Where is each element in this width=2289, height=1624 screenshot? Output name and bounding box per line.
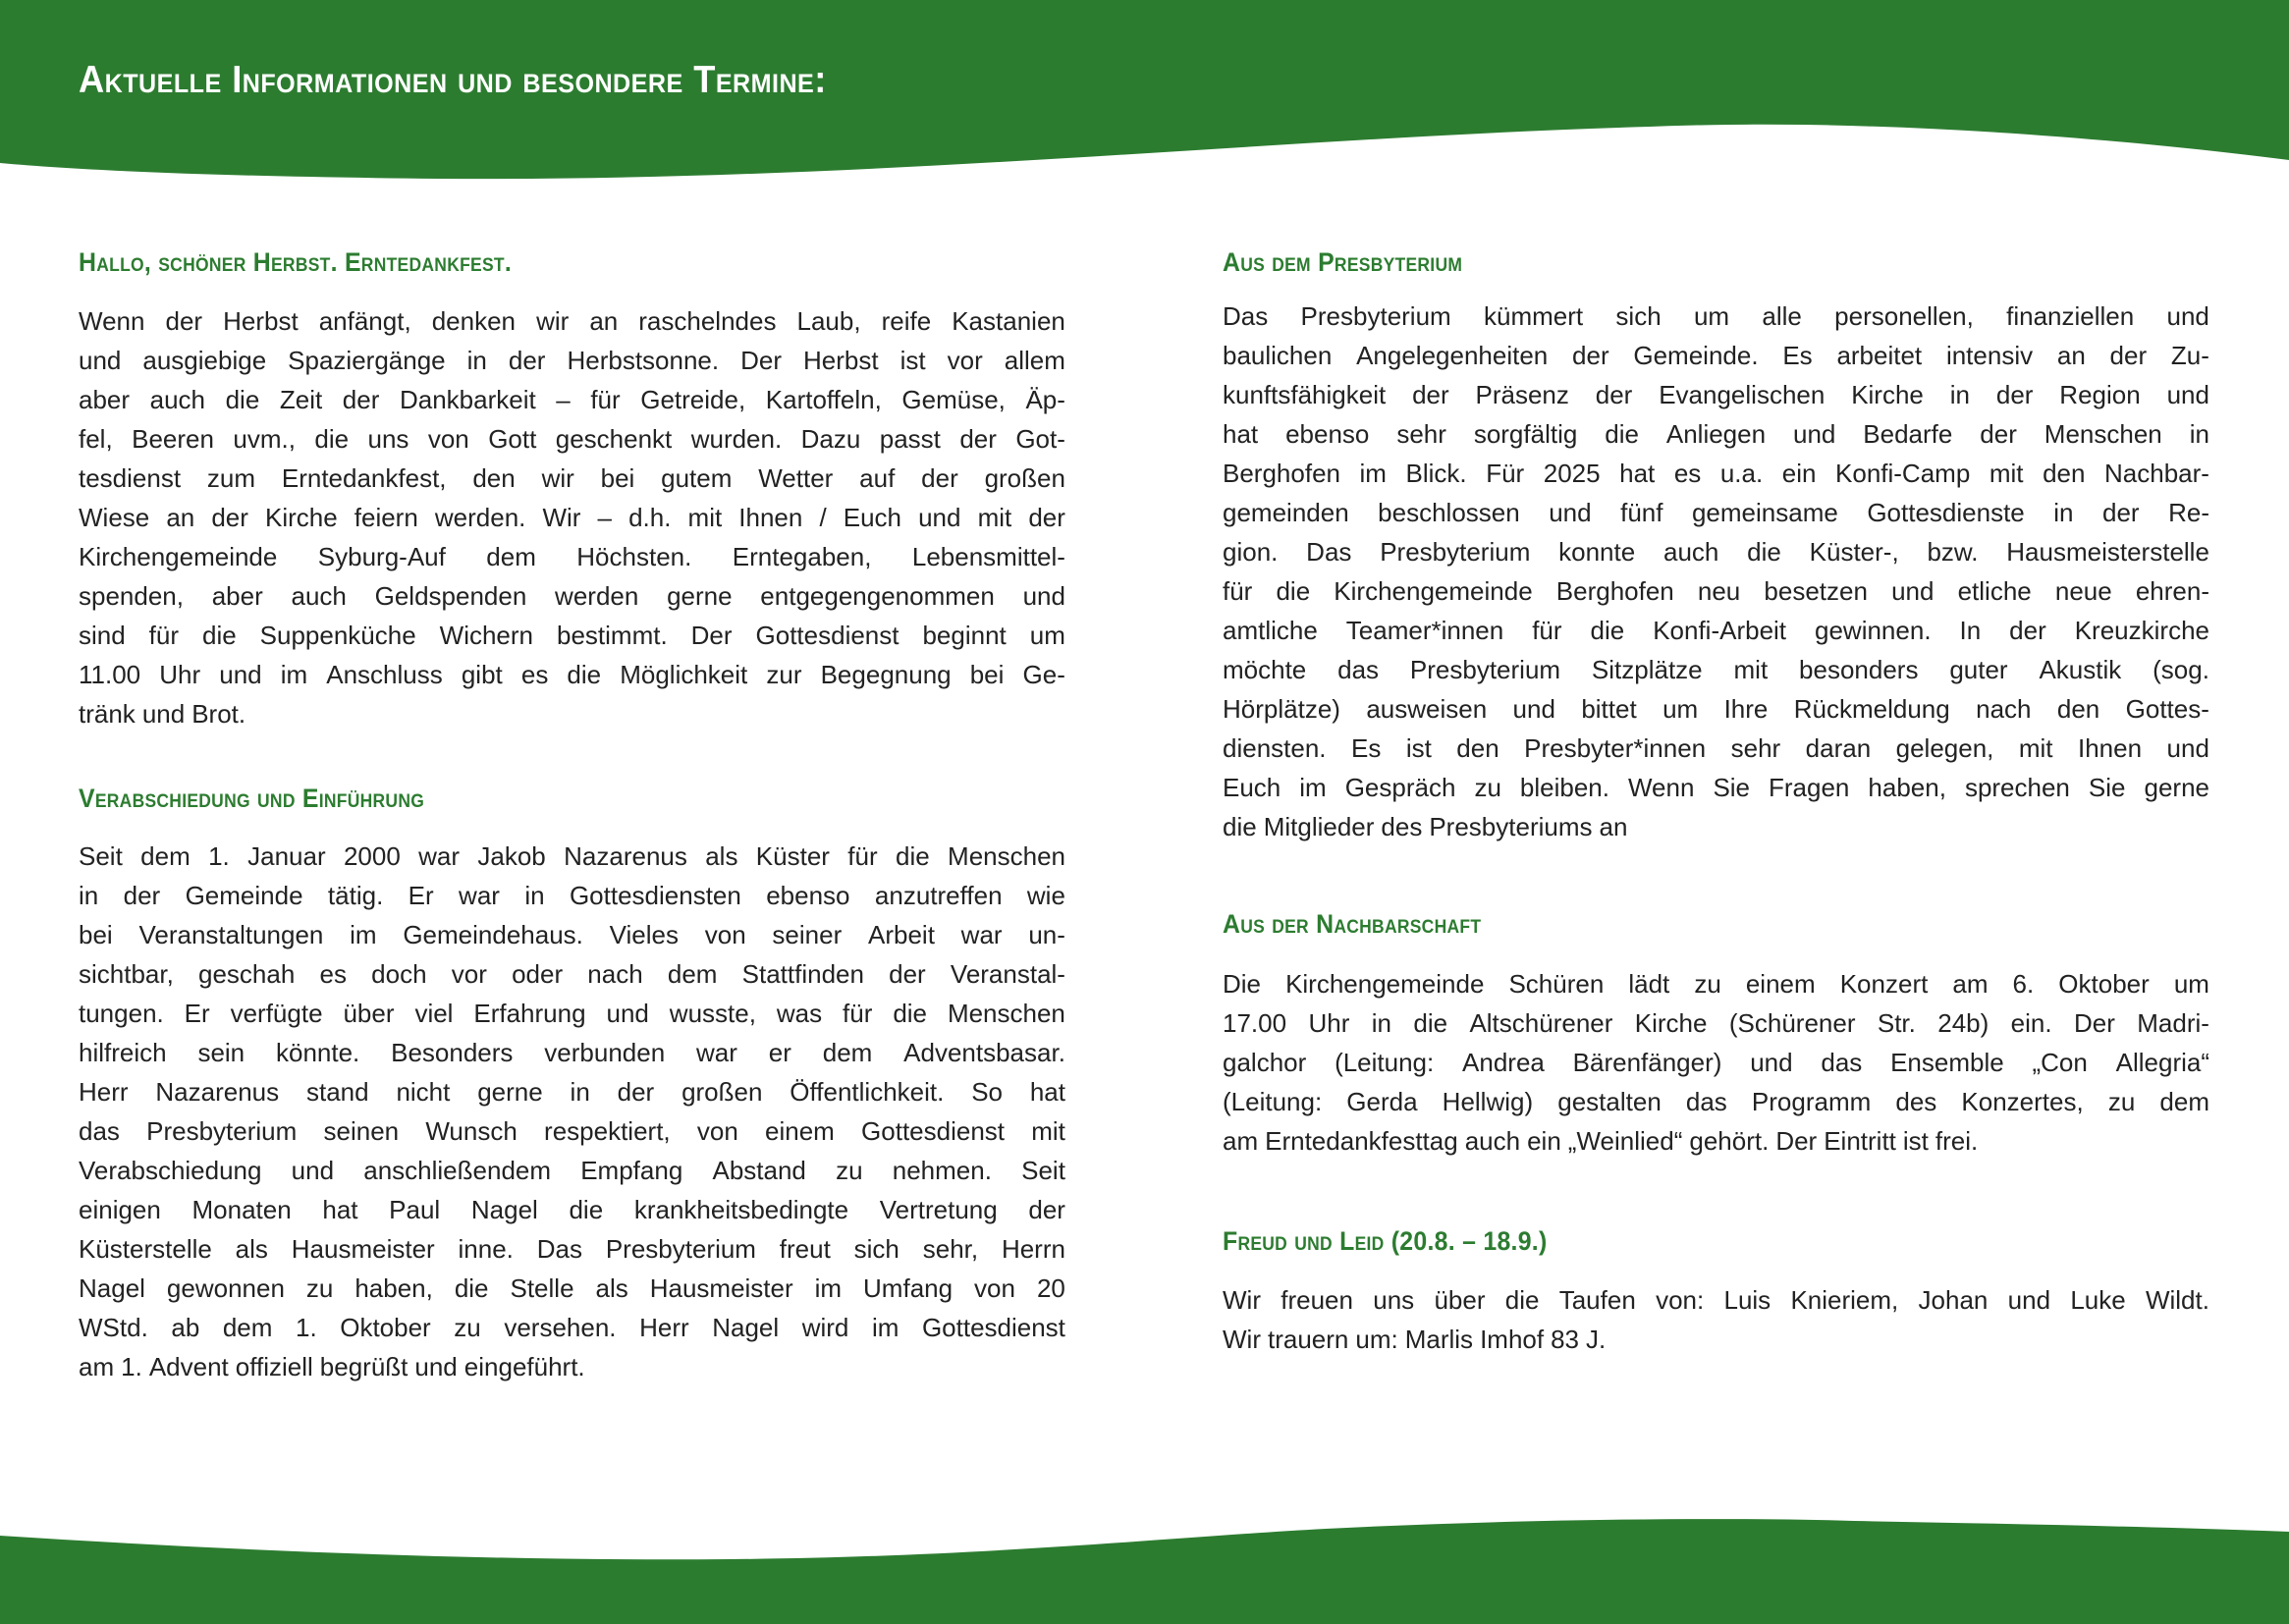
section-erntedankfest xyxy=(79,245,1065,733)
text-line: Wir freuen uns über die Taufen von: Luis Knieriem, Johan und Luke Wildt. xyxy=(1223,1285,2209,1315)
text-line: Hörplätze) ausweisen und bittet um Ihre Rückmeldung nach den Gottes- xyxy=(1223,694,2209,724)
text-line: (Leitung: Gerda Hellwig) gestalten das Programm des Konzertes, zu dem xyxy=(1223,1087,2209,1116)
text-line: Wiese an der Kirche feiern werden. Wir – d.h. mit Ihnen / Euch und mit der xyxy=(79,503,1065,532)
section-heading: Aus der Nachbarschaft xyxy=(1223,909,1482,939)
section-heading: Verabschiedung und Einführung xyxy=(79,784,425,813)
text-line: Küsterstelle als Hausmeister inne. Das Presbyterium freut sich sehr, Herrn xyxy=(79,1234,1065,1264)
text-line: Seit dem 1. Januar 2000 war Jakob Nazarenus als Küster für die Menschen xyxy=(79,841,1065,871)
section-presbyterium xyxy=(1223,245,2209,846)
text-line: Nagel gewonnen zu haben, die Stelle als Hausmeister im Umfang von 20 xyxy=(79,1273,1065,1303)
text-line: diensten. Es ist den Presbyter*innen sehr daran gelegen, mit Ihnen und xyxy=(1223,733,2209,763)
text-line: Euch im Gespräch zu bleiben. Wenn Sie Fragen haben, sprechen Sie gerne xyxy=(1223,773,2209,802)
text-line: 17.00 Uhr in die Altschürener Kirche (Schürener Str. 24b) ein. Der Madri- xyxy=(1223,1008,2209,1038)
text-line: bei Veranstaltungen im Gemeindehaus. Vieles von seiner Arbeit war un- xyxy=(79,920,1065,949)
text-line: 11.00 Uhr und im Anschluss gibt es die Möglichkeit zur Begegnung bei Ge- xyxy=(79,660,1065,689)
footer-wave-banner xyxy=(0,1502,2289,1624)
text-line: amtliche Teamer*innen für die Konfi-Arbeit gewinnen. In der Kreuzkirche xyxy=(1223,616,2209,645)
text-line: Das Presbyterium kümmert sich um alle personellen, finanziellen und xyxy=(1223,301,2209,331)
text-line: aber auch die Zeit der Dankbarkeit – für Getreide, Kartoffeln, Gemüse, Äp- xyxy=(79,385,1065,414)
text-line: tränk und Brot. xyxy=(79,699,246,729)
text-line: tungen. Er verfügte über viel Erfahrung und wusste, was für die Menschen xyxy=(79,999,1065,1028)
page-title: Aktuelle Informationen und besondere Termine: xyxy=(79,59,827,101)
text-line: für die Kirchengemeinde Berghofen neu besetzen und etliche neue ehren- xyxy=(1223,576,2209,606)
section-heading: Freud und Leid (20.8. – 18.9.) xyxy=(1223,1226,1548,1256)
section-heading: Hallo, schöner Herbst. Erntedankfest. xyxy=(79,247,513,277)
section-body xyxy=(1223,1280,2209,1359)
text-line: gion. Das Presbyterium konnte auch die Küster-, bzw. Hausmeisterstelle xyxy=(1223,537,2209,567)
text-line: Wenn der Herbst anfängt, denken wir an raschelndes Laub, reife Kastanien xyxy=(79,306,1065,336)
text-line: Wir trauern um: Marlis Imhof 83 J. xyxy=(1223,1325,1607,1354)
text-line: am Erntedankfesttag auch ein „Weinlied“ gehört. Der Eintritt ist frei. xyxy=(1223,1126,1979,1156)
text-line: Kirchengemeinde Syburg-Auf dem Höchsten. Erntegaben, Lebensmittel- xyxy=(79,542,1065,571)
text-line: gemeinden beschlossen und fünf gemeinsame Gottesdienste in der Re- xyxy=(1223,498,2209,527)
section-body xyxy=(79,837,1065,1386)
text-line: möchte das Presbyterium Sitzplätze mit besonders guter Akustik (sog. xyxy=(1223,655,2209,684)
text-line: kunftsfähigkeit der Präsenz der Evangelischen Kirche in der Region und xyxy=(1223,380,2209,409)
text-line: Verabschiedung und anschließendem Empfang Abstand zu nehmen. Seit xyxy=(79,1156,1065,1185)
text-line: Herr Nazarenus stand nicht gerne in der großen Öffentlichkeit. So hat xyxy=(79,1077,1065,1107)
footer-wave-shape xyxy=(0,1519,2289,1624)
text-line: einigen Monaten hat Paul Nagel die krankheitsbedingte Vertretung der xyxy=(79,1195,1065,1224)
section-body xyxy=(1223,964,2209,1161)
text-line: tesdienst zum Erntedankfest, den wir bei gutem Wetter auf der großen xyxy=(79,463,1065,493)
text-line: und ausgiebige Spaziergänge in der Herbstsonne. Der Herbst ist vor allem xyxy=(79,346,1065,375)
text-line: die Mitglieder des Presbyteriums an xyxy=(1223,812,1628,841)
section-verabschiedung xyxy=(79,782,1065,1386)
text-line: sichtbar, geschah es doch vor oder nach dem Stattfinden der Veranstal- xyxy=(79,959,1065,989)
text-line: WStd. ab dem 1. Oktober zu versehen. Herr Nagel wird im Gottesdienst xyxy=(79,1313,1065,1342)
section-body xyxy=(79,301,1065,733)
text-line: spenden, aber auch Geldspenden werden gerne entgegengenommen und xyxy=(79,581,1065,611)
text-line: baulichen Angelegenheiten der Gemeinde. Es arbeitet intensiv an der Zu- xyxy=(1223,341,2209,370)
text-line: hat ebenso sehr sorgfältig die Anliegen und Bedarfe der Menschen in xyxy=(1223,419,2209,449)
text-line: sind für die Suppenküche Wichern bestimmt. Der Gottesdienst beginnt um xyxy=(79,621,1065,650)
text-line: Die Kirchengemeinde Schüren lädt zu einem Konzert am 6. Oktober um xyxy=(1223,969,2209,999)
text-line: das Presbyterium seinen Wunsch respektiert, von einem Gottesdienst mit xyxy=(79,1116,1065,1146)
section-body xyxy=(1223,297,2209,846)
section-nachbarschaft xyxy=(1223,907,2209,1161)
text-line: am 1. Advent offiziell begrüßt und eingeführt. xyxy=(79,1352,585,1381)
section-freud-und-leid xyxy=(1223,1224,2209,1359)
text-line: hilfreich sein könnte. Besonders verbunden war er dem Adventsbasar. xyxy=(79,1038,1065,1067)
text-line: in der Gemeinde tätig. Er war in Gottesdiensten ebenso anzutreffen wie xyxy=(79,881,1065,910)
text-line: Berghofen im Blick. Für 2025 hat es u.a. ein Konfi-Camp mit den Nachbar- xyxy=(1223,459,2209,488)
text-line: fel, Beeren uvm., die uns von Gott geschenkt wurden. Dazu passt der Got- xyxy=(79,424,1065,454)
text-line: galchor (Leitung: Andrea Bärenfänger) und das Ensemble „Con Allegria“ xyxy=(1223,1048,2209,1077)
section-heading: Aus dem Presbyterium xyxy=(1223,247,1463,277)
